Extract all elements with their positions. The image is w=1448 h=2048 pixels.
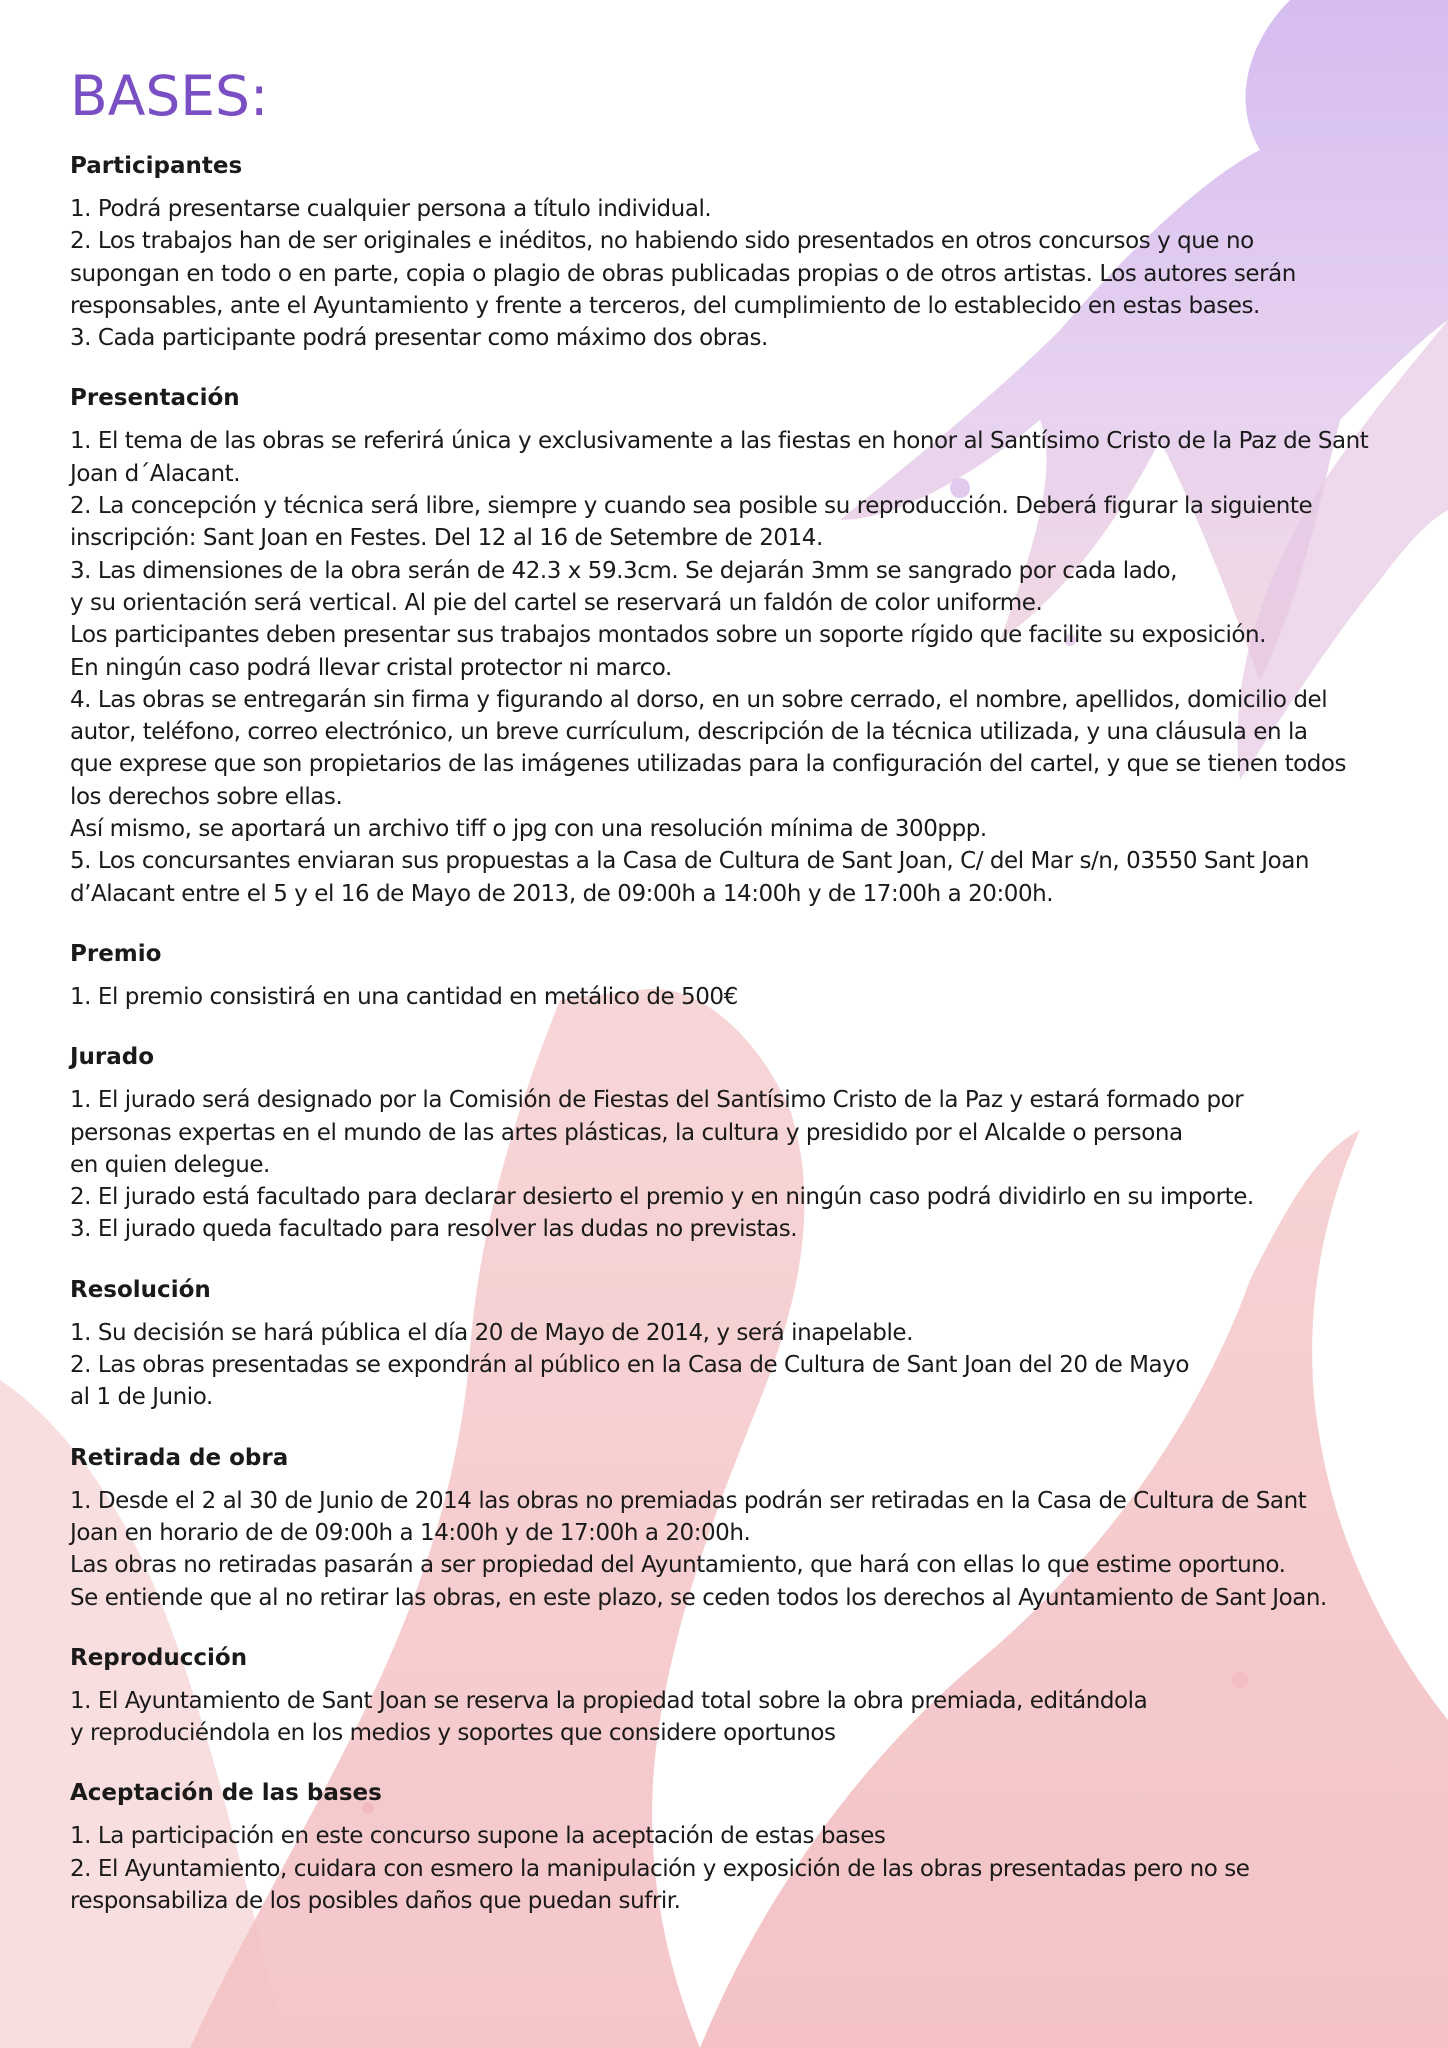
text-line: 1. Desde el 2 al 30 de Junio de 2014 las obras no premiadas podrán ser retiradas en la Casa de Cultura de Sant (70, 1487, 1307, 1514)
text-line: 2. El Ayuntamiento, cuidara con esmero la manipulación y exposición de las obras presentadas pero no se (70, 1855, 1250, 1882)
section-heading: Reproducción (70, 1644, 248, 1671)
text-line: supongan en todo o en parte, copia o plagio de obras publicadas propias o de otros artistas. Los autores serán (70, 260, 1296, 287)
text-line: autor, teléfono, correo electrónico, un breve currículum, descripción de la técnica utilizada, y una cláusula en la (70, 719, 1308, 746)
text-line: que exprese que son propietarios de las imágenes utilizadas para la configuración del cartel, y que se tienen todos (70, 751, 1347, 778)
text-line: 2. Los trabajos han de ser originales e inéditos, no habiendo sido presentados en otros concursos y que no (70, 228, 1254, 255)
text-line: en quien delegue. (70, 1151, 270, 1178)
text-line: 1. El jurado será designado por la Comisión de Fiestas del Santísimo Cristo de la Paz y estará formado por (70, 1087, 1244, 1114)
text-line: 1. El premio consistirá en una cantidad en metálico de 500€ (70, 983, 738, 1010)
section-heading: Resolución (70, 1276, 211, 1303)
section-reproduccion (70, 1642, 1390, 1750)
text-line: Los participantes deben presentar sus trabajos montados sobre un soporte rígido que facilite su exposición. (70, 622, 1267, 649)
text-line: y su orientación será vertical. Al pie del cartel se reservará un faldón de color uniforme. (70, 589, 1043, 616)
text-line: 3. El jurado queda facultado para resolver las dudas no previstas. (70, 1216, 798, 1243)
text-line: 3. Las dimensiones de la obra serán de 42.3 x 59.3cm. Se dejarán 3mm se sangrado por cada lado, (70, 557, 1178, 584)
text-line: 2. La concepción y técnica será libre, siempre y cuando sea posible su reproducción. Deberá figurar la siguiente (70, 493, 1313, 520)
text-line: 4. Las obras se entregarán sin firma y figurando al dorso, en un sobre cerrado, el nombre, apellidos, domicilio del (70, 686, 1328, 713)
text-line: d’Alacant entre el 5 y el 16 de Mayo de 2013, de 09:00h a 14:00h y de 17:00h a 20:00h. (70, 880, 1054, 907)
text-line: 1. El Ayuntamiento de Sant Joan se reserva la propiedad total sobre la obra premiada, editándola (70, 1687, 1148, 1714)
section-retirada-de-obra (70, 1442, 1390, 1614)
text-line: En ningún caso podrá llevar cristal protector ni marco. (70, 654, 672, 681)
section-heading: Retirada de obra (70, 1444, 289, 1471)
section-premio (70, 938, 1390, 1013)
section-aceptacion-de-las-bases (70, 1777, 1390, 1917)
section-presentacion (70, 382, 1390, 909)
text-line: y reproduciéndola en los medios y soportes que considere oportunos (70, 1720, 836, 1747)
section-heading: Aceptación de las bases (70, 1780, 382, 1807)
section-heading: Presentación (70, 385, 240, 412)
text-line: responsables, ante el Ayuntamiento y frente a terceros, del cumplimiento de lo establecido en estas bases. (70, 292, 1260, 319)
text-line: los derechos sobre ellas. (70, 783, 343, 810)
text-line: 1. Su decisión se hará pública el día 20 de Mayo de 2014, y será inapelable. (70, 1319, 913, 1346)
bases-document (70, 62, 1390, 1945)
section-heading: Jurado (70, 1044, 155, 1071)
text-line: Joan d´Alacant. (70, 460, 241, 487)
text-line: 1. El tema de las obras se referirá única y exclusivamente a las fiestas en honor al Santísimo Cristo de la Paz de Sant (70, 428, 1369, 455)
text-line: inscripción: Sant Joan en Festes. Del 12 al 16 de Setembre de 2014. (70, 525, 823, 552)
section-resolucion (70, 1274, 1390, 1414)
text-line: 1. La participación en este concurso supone la aceptación de estas bases (70, 1823, 886, 1850)
text-line: personas expertas en el mundo de las artes plásticas, la cultura y presidido por el Alcalde o persona (70, 1119, 1183, 1146)
text-line: Se entiende que al no retirar las obras, en este plazo, se ceden todos los derechos al Ayuntamiento de Sant Joan. (70, 1584, 1327, 1611)
text-line: 3. Cada participante podrá presentar como máximo dos obras. (70, 325, 768, 352)
section-heading: Participantes (70, 153, 243, 179)
text-line: 2. El jurado está facultado para declarar desierto el premio y en ningún caso podrá dividirlo en su importe. (70, 1184, 1254, 1211)
text-line: responsabiliza de los posibles daños que puedan sufrir. (70, 1887, 681, 1914)
text-line: al 1 de Junio. (70, 1384, 213, 1411)
text-line: Así mismo, se aportará un archivo tiff o jpg con una resolución mínima de 300ppp. (70, 816, 987, 843)
text-line: Joan en horario de de 09:00h a 14:00h y de 17:00h a 20:00h. (70, 1519, 751, 1546)
text-line: 1. Podrá presentarse cualquier persona a título individual. (70, 196, 712, 222)
document-title: BASES: (70, 64, 269, 128)
sections-container (70, 150, 1390, 1917)
section-participantes (70, 150, 1390, 354)
text-line: 2. Las obras presentadas se expondrán al público en la Casa de Cultura de Sant Joan del 20 de Mayo (70, 1352, 1189, 1379)
section-jurado (70, 1041, 1390, 1245)
section-heading: Premio (70, 940, 162, 967)
text-line: Las obras no retiradas pasarán a ser propiedad del Ayuntamiento, que hará con ellas lo que estime oportuno. (70, 1552, 1286, 1579)
text-line: 5. Los concursantes enviaran sus propuestas a la Casa de Cultura de Sant Joan, C/ del Mar s/n, 03550 Sant Joan (70, 848, 1309, 875)
